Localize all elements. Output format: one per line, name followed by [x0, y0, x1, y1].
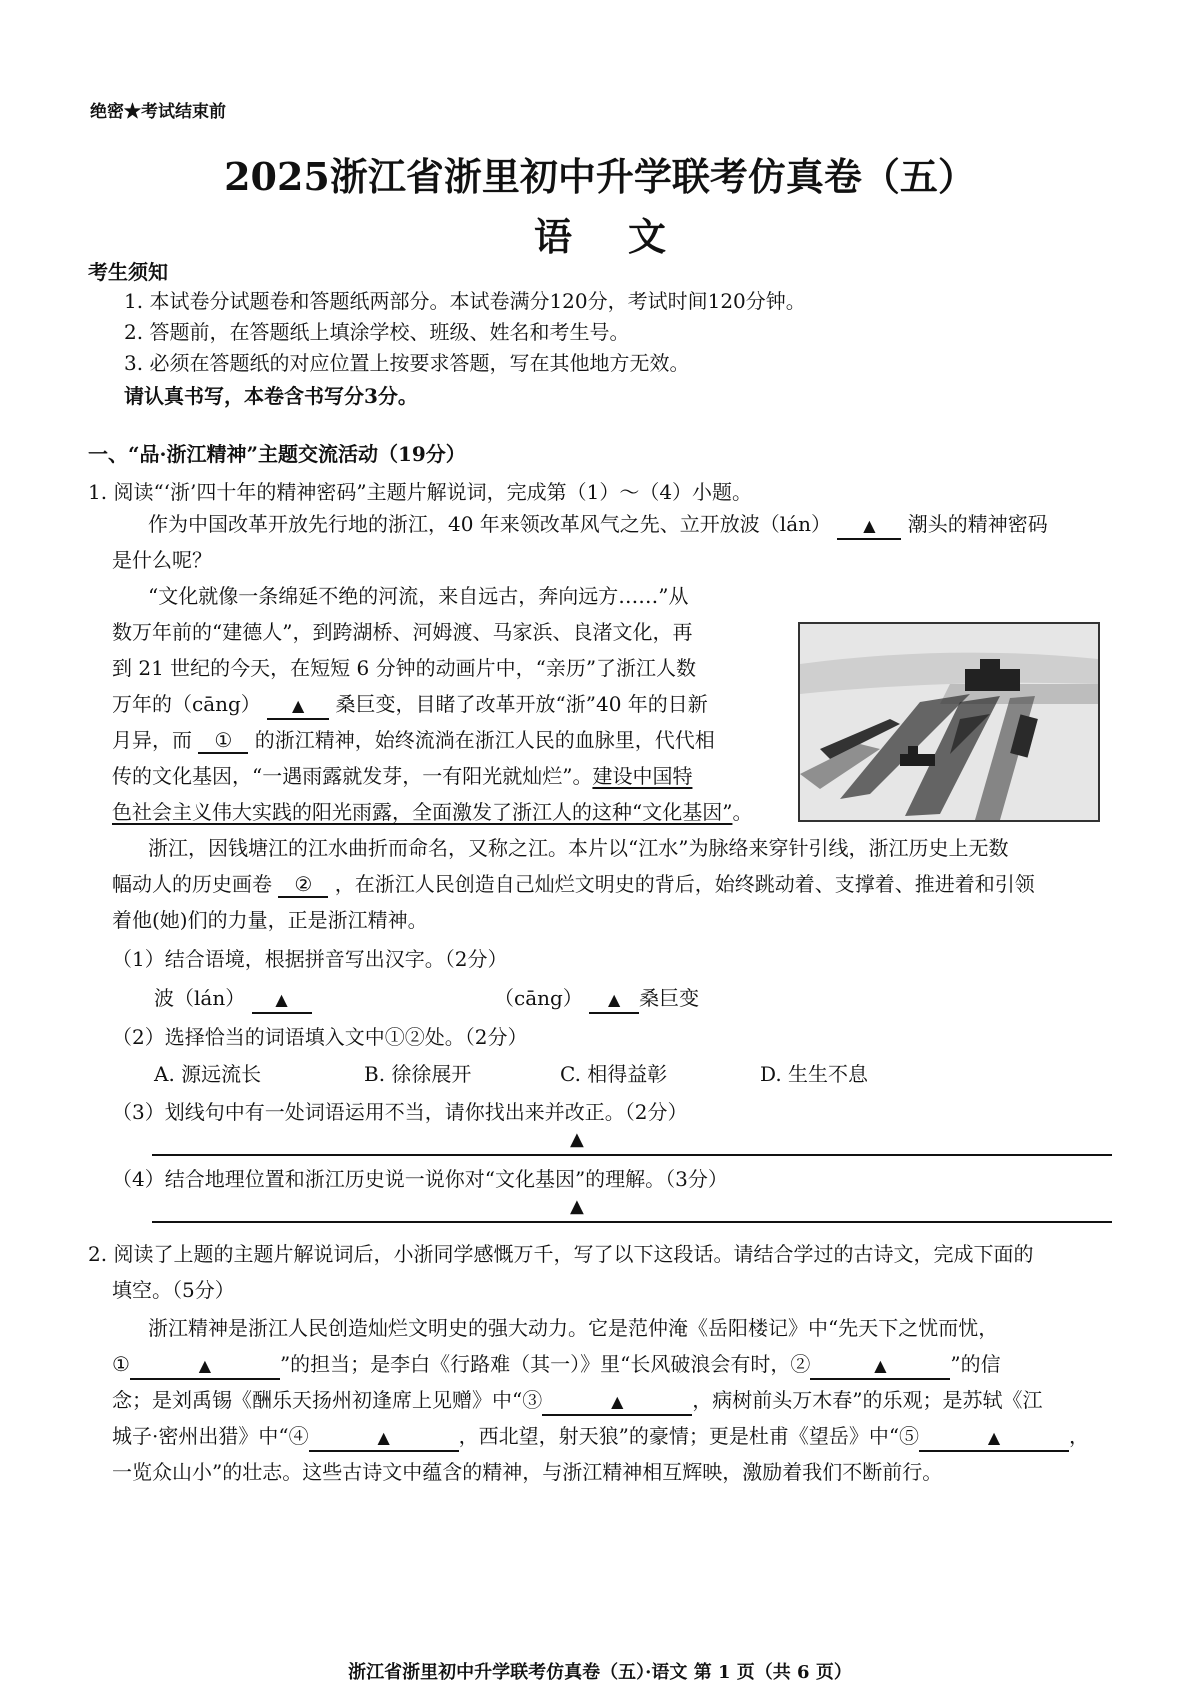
q1-passage-line: 数万年前的“建德人”，到跨湖桥、河姆渡、马家浜、良渚文化，再 [112, 620, 693, 644]
q1-passage-line: 色社会主义伟大实践的阳光雨露，全面激发了浙江人的这种“文化基因”。 [112, 800, 753, 824]
q1-stem: 1. 阅读“‘浙’四十年的精神密码”主题片解说词，完成第（1）～（4）小题。 [88, 480, 753, 504]
q2-stem: 2. 阅读了上题的主题片解说词后，小浙同学感慨万千，写了以下这段话。请结合学过的古诗文，完成下面的 [88, 1242, 1034, 1266]
q1-passage-line: 是什么呢？ [112, 548, 212, 572]
q1-passage-line: 幅动人的历史画卷 ② ，在浙江人民创造自己灿烂文明史的背后，始终跳动着、支撑着、推进着和引领 [112, 872, 1035, 896]
poem-blank-2[interactable]: ▲ [810, 1352, 950, 1380]
q2-passage-line: 城子·密州出猎》中“④ ▲ ，西北望，射天狼”的豪情；更是杜甫《望岳》中“⑤ ▲ ， [112, 1422, 1089, 1452]
blank-cang[interactable]: ▲ [267, 692, 329, 720]
q1-passage-line: 浙江，因钱塘江的江水曲折而命名，又称之江。本片以“江水”为脉络来穿针引线，浙江历史上无数 [148, 836, 1009, 860]
notice-item-1: 1. 本试卷分试题卷和答题纸两部分。本试卷满分120分，考试时间120分钟。 [124, 289, 806, 313]
q1-passage-line: “文化就像一条绵延不绝的河流，来自远古，奔向远方……”从 [148, 584, 689, 608]
option-d[interactable]: D. 生生不息 [760, 1062, 869, 1086]
q1-sub2: （2）选择恰当的词语填入文中①②处。（2分） [112, 1025, 528, 1049]
section-1-heading: 一、“品·浙江精神”主题交流活动（19分） [88, 442, 466, 466]
blank-2[interactable]: ② [278, 872, 328, 898]
answer-triangle: ▲ [570, 1196, 584, 1217]
q1-sub1-items: （cāng） ▲ 桑巨变 [494, 984, 699, 1014]
q1-sub4: （4）结合地理位置和浙江历史说一说你对“文化基因”的理解。（3分） [112, 1167, 728, 1191]
option-b[interactable]: B. 徐徐展开 [364, 1062, 472, 1086]
ships-photo [798, 622, 1100, 822]
answer-line-4[interactable] [152, 1219, 1112, 1223]
q1-sub3: （3）划线句中有一处词语运用不当，请你找出来并改正。（2分） [112, 1100, 688, 1124]
poem-blank-5[interactable]: ▲ [919, 1424, 1069, 1452]
q1-passage-line: 万年的（cāng） ▲ 桑巨变，目睹了改革开放“浙”40 年的日新 [112, 690, 708, 720]
q1-passage-line: 到 21 世纪的今天，在短短 6 分钟的动画片中，“亲历”了浙江人数 [112, 656, 697, 680]
notice-item-2: 2. 答题前，在答题纸上填涂学校、班级、姓名和考生号。 [124, 320, 630, 344]
poem-blank-1[interactable]: ▲ [130, 1352, 280, 1380]
poem-blank-3[interactable]: ▲ [542, 1388, 692, 1416]
q2-passage-line: 念；是刘禹锡《酬乐天扬州初逢席上见赠》中“③ ▲ ，病树前头万木春”的乐观；是苏轼《江 [112, 1386, 1042, 1416]
answer-blank-lan[interactable]: ▲ [252, 986, 312, 1014]
underlined-sentence: 色社会主义伟大实践的阳光雨露，全面激发了浙江人的这种“文化基因” [112, 800, 733, 824]
handwriting-note: 请认真书写，本卷含书写分3分。 [124, 384, 418, 408]
option-a[interactable]: A. 源远流长 [154, 1062, 262, 1086]
q1-passage-line: 传的文化基因，“一遇雨露就发芽，一有阳光就灿烂”。建设中国特 [112, 764, 693, 788]
q2-passage-line: 一览众山小”的壮志。这些古诗文中蕴含的精神，与浙江精神相互辉映，激励着我们不断前行。 [112, 1460, 943, 1484]
confidential-label: 绝密★考试结束前 [90, 102, 226, 122]
blank-1[interactable]: ① [198, 728, 248, 754]
q1-passage-line: 着他(她)们的力量，正是浙江精神。 [112, 908, 428, 932]
notice-item-3: 3. 必须在答题纸的对应位置上按要求答题，写在其他地方无效。 [124, 351, 690, 375]
q1-passage-line: 作为中国改革开放先行地的浙江，40 年来领改革风气之先、立开放波（lán） ▲ 潮头的精神密码 [148, 510, 1048, 540]
notice-heading: 考生须知 [88, 260, 168, 284]
page-footer: 浙江省浙里初中升学联考仿真卷（五）·语文 第 1 页（共 6 页） [348, 1662, 852, 1683]
poem-blank-4[interactable]: ▲ [309, 1424, 459, 1452]
q2-passage-line: 浙江精神是浙江人民创造灿烂文明史的强大动力。它是范仲淹《岳阳楼记》中“先天下之忧而忧， [148, 1316, 999, 1340]
q1-passage-line: 月异，而 ① 的浙江精神，始终流淌在浙江人民的血脉里，代代相 [112, 728, 715, 752]
subject-title: 语文 [533, 214, 722, 259]
q2-passage-line: ① ▲ ”的担当；是李白《行路难（其一）》里“长风破浪会有时，② ▲ ”的信 [112, 1350, 1001, 1380]
blank-lan[interactable]: ▲ [837, 512, 901, 540]
q1-sub1: （1）结合语境，根据拼音写出汉字。（2分） [112, 947, 508, 971]
exam-title: 2025浙江省浙里初中升学联考仿真卷（五） [224, 154, 976, 199]
option-c[interactable]: C. 相得益彰 [560, 1062, 668, 1086]
q2-stem: 填空。（5分） [112, 1278, 235, 1302]
answer-line-3[interactable] [152, 1152, 1112, 1156]
answer-triangle: ▲ [570, 1129, 584, 1150]
q1-sub1-items: 波（lán） ▲ [154, 984, 312, 1014]
answer-blank-cang[interactable]: ▲ [589, 986, 639, 1014]
underlined-sentence: 建设中国特 [592, 764, 693, 788]
